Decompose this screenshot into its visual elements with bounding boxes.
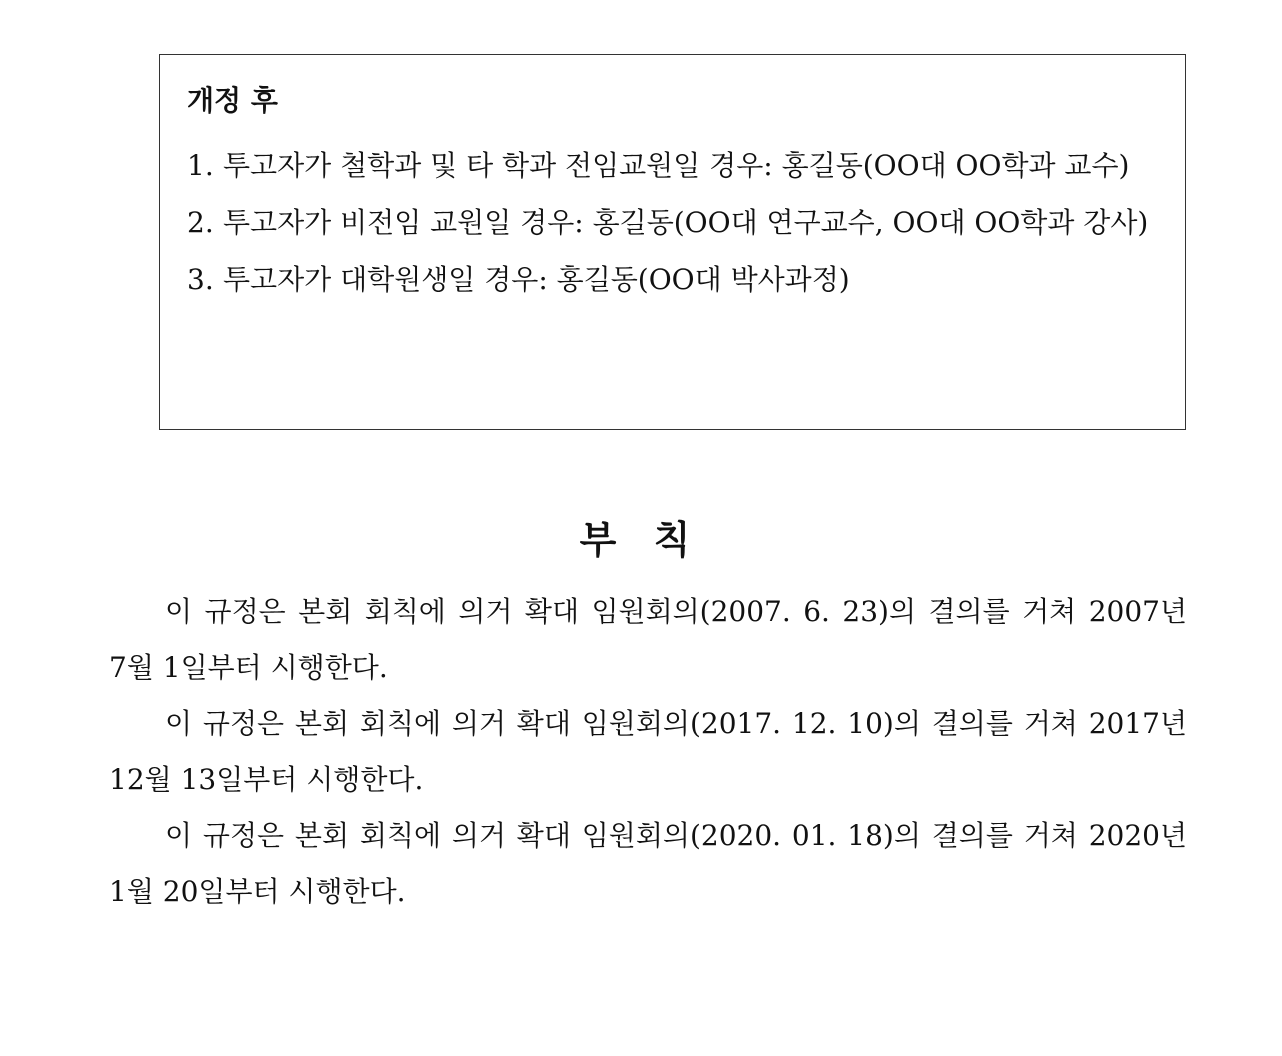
paragraph: 이 규정은 본회 회칙에 의거 확대 임원회의(2007. 6. 23)의 결의를 거쳐 2007년 7월 1일부터 시행한다. [109,595,1187,684]
list-item-text: 투고자가 철학과 및 타 학과 전임교원일 경우: 홍길동(OO대 OO학과 교수) [223,149,1130,182]
list-item [187,194,1162,251]
paragraph: 이 규정은 본회 회칙에 의거 확대 임원회의(2017. 12. 10)의 결의를 거쳐 2017년 12월 13일부터 시행한다. [109,707,1187,796]
list-item-number: 3. [187,263,214,296]
list-item-number: 1. [187,149,214,182]
list-item-text: 투고자가 비전임 교원일 경우: 홍길동(OO대 연구교수, OO대 OO학과 강사) [223,206,1149,239]
supplementary-provisions [109,584,1187,920]
amendment-box [159,54,1186,430]
list-item [187,251,1162,308]
amendment-list [187,137,1162,308]
paragraph: 이 규정은 본회 회칙에 의거 확대 임원회의(2020. 01. 18)의 결의를 거쳐 2020년 1월 20일부터 시행한다. [109,819,1187,908]
list-item [187,137,1162,194]
box-title: 개정 후 [187,84,278,117]
list-item-number: 2. [187,206,214,239]
list-item-text: 투고자가 대학원생일 경우: 홍길동(OO대 박사과정) [223,263,850,296]
section-title: 부 칙 [579,518,703,562]
